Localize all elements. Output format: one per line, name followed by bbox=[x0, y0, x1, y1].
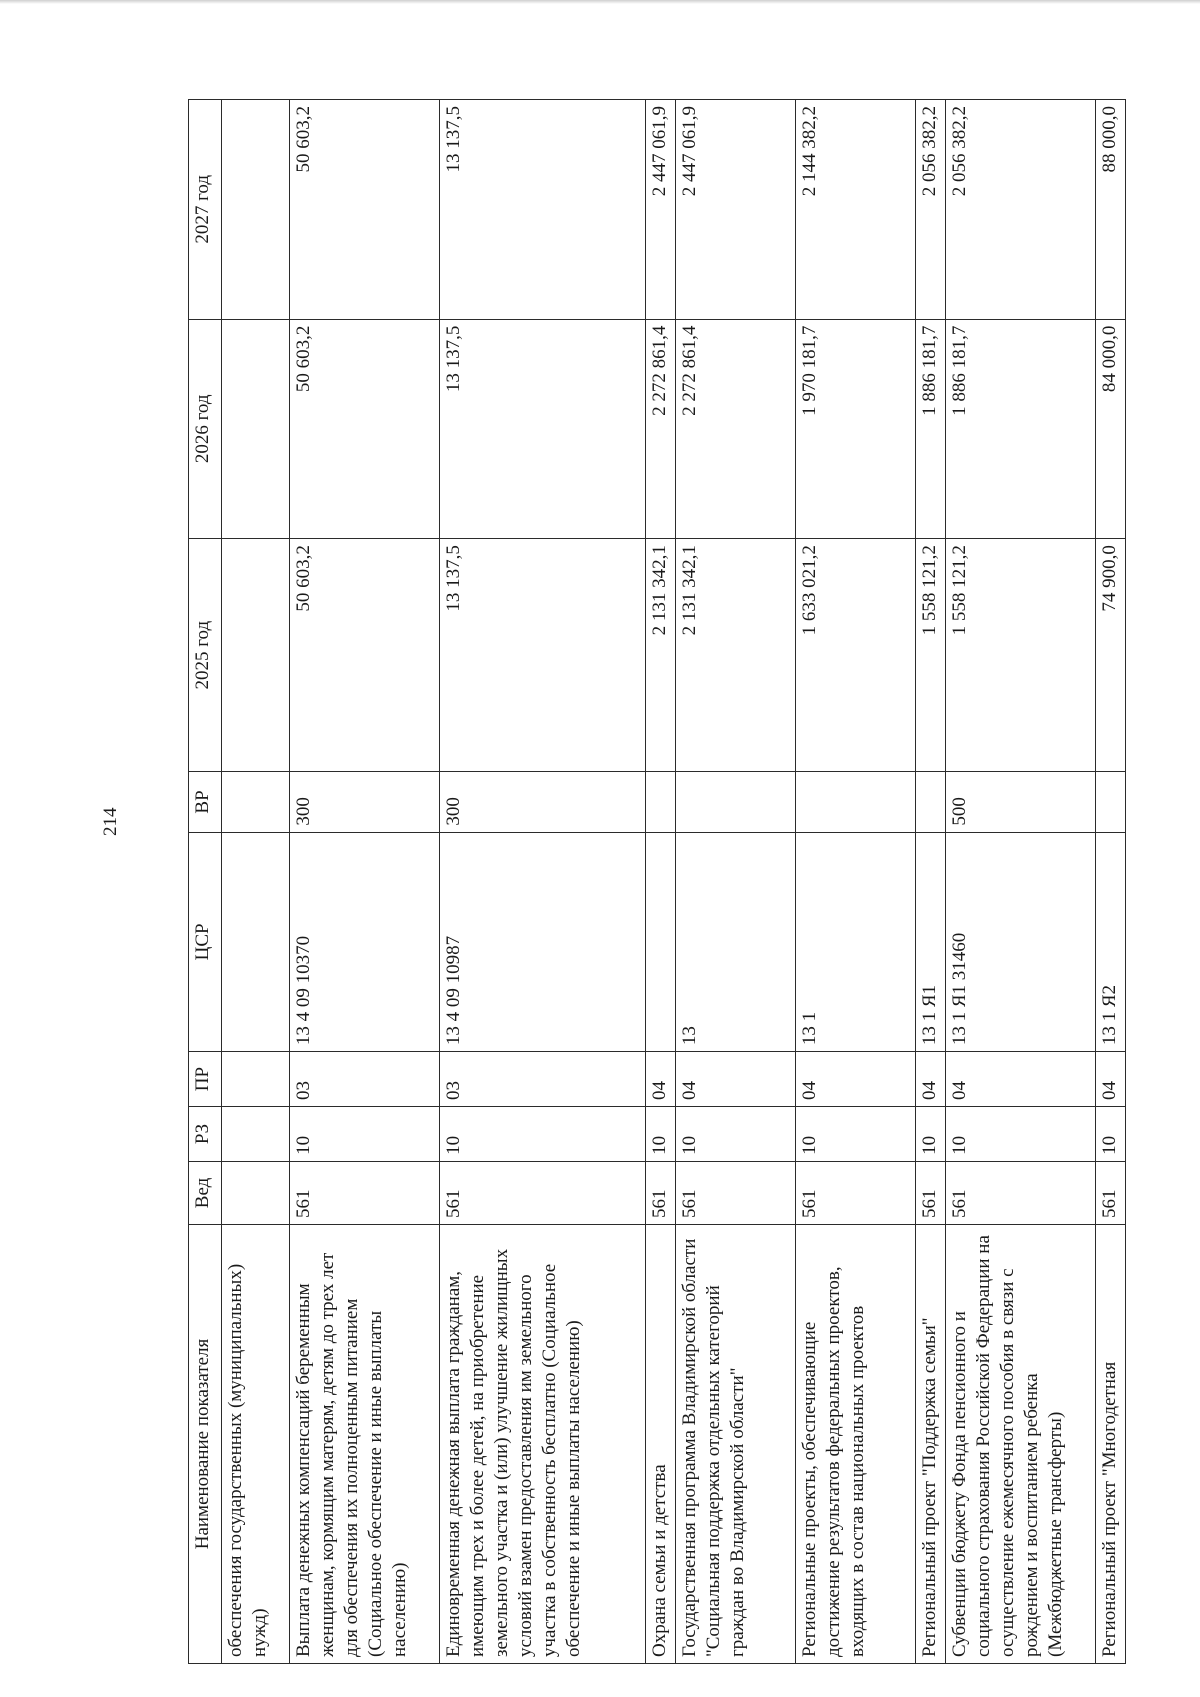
row-rz: 10 bbox=[290, 1107, 440, 1162]
row-2025: 50 603,2 bbox=[290, 539, 440, 772]
row-2026: 2 272 861,4 bbox=[646, 319, 676, 539]
row-2026: 1 886 181,7 bbox=[916, 319, 946, 539]
row-name: Региональный проект "Многодетная bbox=[1096, 1224, 1126, 1663]
row-csr: 13 1 Я2 bbox=[1096, 832, 1126, 1052]
row-ved: 561 bbox=[796, 1161, 916, 1224]
row-pr: 04 bbox=[916, 1052, 946, 1107]
row-2025: 2 131 342,1 bbox=[676, 539, 796, 772]
row-name: Региональные проекты, обеспечивающие достижение результатов федеральных проектов, входящих в состав национальных проектов bbox=[796, 1224, 916, 1663]
table-row bbox=[676, 100, 796, 1664]
table-row bbox=[916, 100, 946, 1664]
row-pr: 04 bbox=[646, 1052, 676, 1107]
row-rz: 10 bbox=[916, 1107, 946, 1162]
row-vr bbox=[1096, 772, 1126, 832]
scan-edge bbox=[0, 0, 1200, 4]
row-name: Региональный проект "Поддержка семьи" bbox=[916, 1224, 946, 1663]
row-2027: 88 000,0 bbox=[1096, 100, 1126, 320]
row-csr bbox=[222, 832, 290, 1052]
table-row bbox=[1096, 100, 1126, 1664]
row-vr: 300 bbox=[440, 772, 646, 832]
row-2027: 2 056 382,2 bbox=[946, 100, 1096, 320]
header-csr: ЦСР bbox=[189, 832, 222, 1052]
row-name: обеспечения государственных (муниципальных) нужд) bbox=[222, 1224, 290, 1663]
row-rz bbox=[222, 1107, 290, 1162]
row-ved: 561 bbox=[290, 1161, 440, 1224]
row-2027: 2 144 382,2 bbox=[796, 100, 916, 320]
header-ved: Вед bbox=[189, 1161, 222, 1224]
row-csr: 13 4 09 10987 bbox=[440, 832, 646, 1052]
row-2027: 13 137,5 bbox=[440, 100, 646, 320]
table-header-row bbox=[189, 100, 222, 1664]
row-2025: 1 558 121,2 bbox=[916, 539, 946, 772]
row-vr bbox=[916, 772, 946, 832]
header-2026: 2026 год bbox=[189, 319, 222, 539]
row-vr bbox=[796, 772, 916, 832]
header-vr: ВР bbox=[189, 772, 222, 832]
table-row bbox=[440, 100, 646, 1664]
row-rz: 10 bbox=[646, 1107, 676, 1162]
table-row bbox=[946, 100, 1096, 1664]
row-2026: 50 603,2 bbox=[290, 319, 440, 539]
table-row bbox=[290, 100, 440, 1664]
row-pr: 03 bbox=[290, 1052, 440, 1107]
row-ved: 561 bbox=[1096, 1161, 1126, 1224]
row-2026: 1 886 181,7 bbox=[946, 319, 1096, 539]
row-pr: 04 bbox=[796, 1052, 916, 1107]
row-2027: 2 447 061,9 bbox=[646, 100, 676, 320]
row-vr bbox=[676, 772, 796, 832]
row-name: Единовременная денежная выплата гражданам, имеющим трех и более детей, на приобретение земельного участка и (или) улучшение жилищных условий взамен предоставления им земельного участка в собственность бесплатно (Социальное обеспечение и иные выплаты населению) bbox=[440, 1224, 646, 1663]
header-2027: 2027 год bbox=[189, 100, 222, 320]
row-csr: 13 4 09 10370 bbox=[290, 832, 440, 1052]
row-2026: 1 970 181,7 bbox=[796, 319, 916, 539]
row-csr: 13 1 bbox=[796, 832, 916, 1052]
row-2025 bbox=[222, 539, 290, 772]
row-pr: 04 bbox=[676, 1052, 796, 1107]
row-rz: 10 bbox=[796, 1107, 916, 1162]
row-ved: 561 bbox=[440, 1161, 646, 1224]
row-2025: 13 137,5 bbox=[440, 539, 646, 772]
row-name: Государственная программа Владимирской области "Социальная поддержка отдельных категорий граждан во Владимирской области" bbox=[676, 1224, 796, 1663]
row-2025: 2 131 342,1 bbox=[646, 539, 676, 772]
header-name: Наименование показателя bbox=[189, 1224, 222, 1663]
row-name: Охрана семьи и детства bbox=[646, 1224, 676, 1663]
row-csr bbox=[646, 832, 676, 1052]
header-2025: 2025 год bbox=[189, 539, 222, 772]
row-2025: 74 900,0 bbox=[1096, 539, 1126, 772]
row-pr bbox=[222, 1052, 290, 1107]
row-2026: 2 272 861,4 bbox=[676, 319, 796, 539]
row-2026: 84 000,0 bbox=[1096, 319, 1126, 539]
row-rz: 10 bbox=[1096, 1107, 1126, 1162]
row-2027 bbox=[222, 100, 290, 320]
row-pr: 04 bbox=[1096, 1052, 1126, 1107]
table-row bbox=[222, 100, 290, 1664]
row-ved: 561 bbox=[916, 1161, 946, 1224]
row-2026: 13 137,5 bbox=[440, 319, 646, 539]
row-vr: 300 bbox=[290, 772, 440, 832]
row-csr: 13 1 Я1 31460 bbox=[946, 832, 1096, 1052]
row-2027: 2 056 382,2 bbox=[916, 100, 946, 320]
row-vr bbox=[222, 772, 290, 832]
row-ved: 561 bbox=[946, 1161, 1096, 1224]
row-name: Субвенции бюджету Фонда пенсионного и социального страхования Российской Федерации на осуществление ежемесячного пособия в связи с рождением и воспитанием ребенка (Межбюджетные трансферты) bbox=[946, 1224, 1096, 1663]
row-ved bbox=[222, 1161, 290, 1224]
budget-table-container bbox=[188, 99, 1120, 1664]
row-2027: 2 447 061,9 bbox=[676, 100, 796, 320]
budget-table bbox=[188, 99, 1126, 1664]
row-csr: 13 bbox=[676, 832, 796, 1052]
header-pr: ПР bbox=[189, 1052, 222, 1107]
row-2025: 1 558 121,2 bbox=[946, 539, 1096, 772]
row-pr: 04 bbox=[946, 1052, 1096, 1107]
row-ved: 561 bbox=[676, 1161, 796, 1224]
row-pr: 03 bbox=[440, 1052, 646, 1107]
header-rz: РЗ bbox=[189, 1107, 222, 1162]
row-vr bbox=[646, 772, 676, 832]
row-rz: 10 bbox=[440, 1107, 646, 1162]
row-2026 bbox=[222, 319, 290, 539]
row-name: Выплата денежных компенсаций беременным женщинам, кормящим матерям, детям до трех лет для обеспечения их полноценным питанием (Социальное обеспечение и иные выплаты населению) bbox=[290, 1224, 440, 1663]
row-rz: 10 bbox=[946, 1107, 1096, 1162]
row-rz: 10 bbox=[676, 1107, 796, 1162]
row-csr: 13 1 Я1 bbox=[916, 832, 946, 1052]
row-2025: 1 633 021,2 bbox=[796, 539, 916, 772]
table-row bbox=[646, 100, 676, 1664]
page-number: 214 bbox=[100, 807, 121, 836]
row-vr: 500 bbox=[946, 772, 1096, 832]
row-2027: 50 603,2 bbox=[290, 100, 440, 320]
row-ved: 561 bbox=[646, 1161, 676, 1224]
table-row bbox=[796, 100, 916, 1664]
